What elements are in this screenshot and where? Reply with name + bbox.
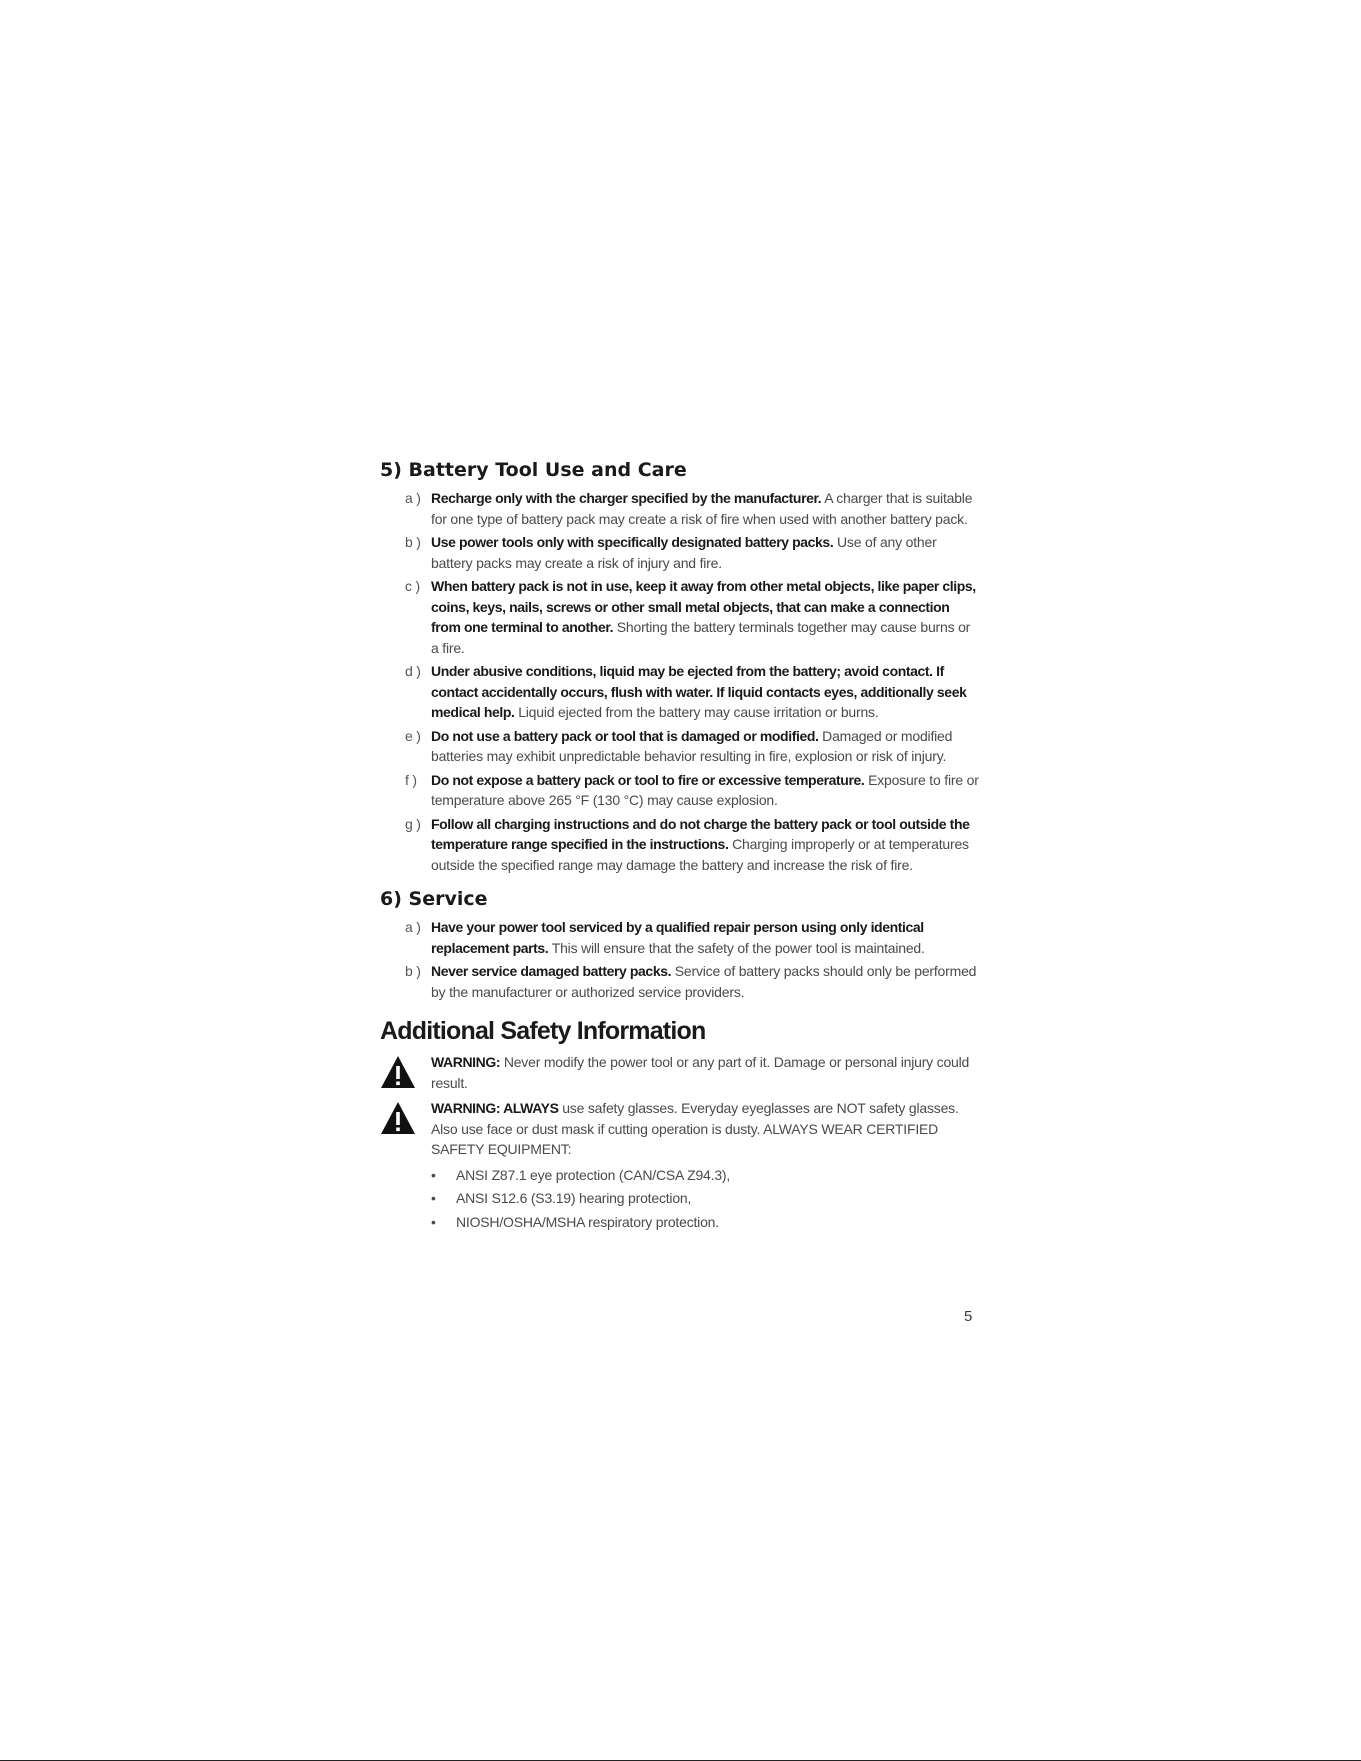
page-number: 5 (964, 1308, 973, 1325)
warning-triangle-icon (380, 1100, 416, 1136)
item-text: Damaged or modified batteries may exhibit unpredictable behavior resulting in fire, explosion or risk of injury. (431, 727, 953, 764)
item-text: This will ensure that the safety of the power tool is maintained. (548, 939, 925, 956)
item-text: Use of any other battery packs may create a risk of injury and fire. (431, 534, 937, 571)
list-item (380, 814, 980, 876)
warning-text: Never modify the power tool or any part of it. Damage or personal injury could result. (431, 1054, 970, 1091)
item-text: Shorting the battery terminals together may cause burns or a fire. (431, 619, 971, 656)
warning-block-glasses (380, 1098, 980, 1160)
list-item (380, 726, 980, 767)
battery-care-list (380, 488, 980, 875)
list-item (380, 917, 980, 958)
item-text: Charging improperly or at temperatures outside the specified range may damage the battery and increase the risk of fire. (431, 836, 969, 873)
list-item (380, 1188, 980, 1209)
list-item (380, 770, 980, 811)
bullet-text: NIOSH/OSHA/MSHA respiratory protection. (456, 1213, 719, 1230)
section-heading-service: 6) Service (380, 888, 488, 910)
item-lead: Under abusive conditions, liquid may be ejected from the battery; avoid contact. If contact accidentally occurs, flush with water. If liquid contacts eyes, additionally seek medical help. (431, 663, 967, 720)
list-item (380, 661, 980, 723)
item-lead: Recharge only with the charger specified by the manufacturer. (431, 490, 822, 506)
warning-label: WARNING: (431, 1054, 501, 1070)
warning-triangle-icon (380, 1054, 416, 1090)
item-text: Service of battery packs should only be performed by the manufacturer or authorized service providers. (431, 963, 977, 1000)
list-marker: a ) (405, 490, 421, 506)
warning-text: use safety glasses. Everyday eyeglasses are NOT safety glasses. Also use face or dust mask if cutting operation is dusty. ALWAYS WEAR CERTIFIED SAFETY EQUIPMENT: (431, 1100, 959, 1157)
bullet-text: ANSI S12.6 (S3.19) hearing protection, (456, 1190, 692, 1206)
item-lead: Follow all charging instructions and do not charge the battery pack or tool outside the temperature range specified in the instructions. (431, 815, 970, 852)
item-lead: Never service damaged battery packs. (431, 963, 672, 979)
list-marker: d ) (405, 663, 421, 679)
item-text: Exposure to fire or temperature above 265 °F (130 °C) may cause explosion. (431, 771, 979, 808)
list-marker: b ) (405, 963, 421, 979)
section-heading-battery: 5) Battery Tool Use and Care (380, 459, 687, 481)
list-marker: g ) (405, 815, 421, 832)
item-lead: Do not use a battery pack or tool that is damaged or modified. (431, 727, 819, 744)
list-item (380, 961, 980, 1002)
item-text: A charger that is suitable for one type of battery pack may create a risk of fire when used with another battery pack. (431, 490, 973, 527)
list-marker: f ) (405, 771, 417, 788)
bullet-text: ANSI Z87.1 eye protection (CAN/CSA Z94.3), (456, 1166, 731, 1183)
list-marker: a ) (405, 919, 421, 935)
bullet-icon: • (431, 1213, 436, 1230)
list-marker: c ) (405, 578, 420, 594)
bullet-icon: • (431, 1166, 436, 1183)
service-list (380, 917, 980, 1002)
safety-equipment-list (380, 1165, 980, 1233)
item-lead: Use power tools only with specifically designated battery packs. (431, 534, 834, 550)
additional-safety-heading: Additional Safety Information (380, 1017, 706, 1045)
bullet-icon: • (431, 1190, 436, 1206)
warning-label: WARNING: ALWAYS (431, 1100, 559, 1116)
list-item (380, 1165, 980, 1186)
warning-block-modify (380, 1052, 980, 1093)
list-item (380, 532, 980, 573)
item-lead: When battery pack is not in use, keep it away from other metal objects, like paper clips, coins, keys, nails, screws or other small metal objects, that can make a connection from one terminal to another. (431, 578, 976, 635)
page-content (380, 458, 980, 1235)
item-lead: Do not expose a battery pack or tool to fire or excessive temperature. (431, 771, 865, 788)
list-item (380, 488, 980, 529)
list-item (380, 576, 980, 658)
list-item (380, 1212, 980, 1233)
list-marker: b ) (405, 534, 421, 550)
item-lead: Have your power tool serviced by a qualified repair person using only identical replacement parts. (431, 919, 924, 956)
list-marker: e ) (405, 727, 421, 744)
item-text: Liquid ejected from the battery may cause irritation or burns. (514, 704, 879, 720)
